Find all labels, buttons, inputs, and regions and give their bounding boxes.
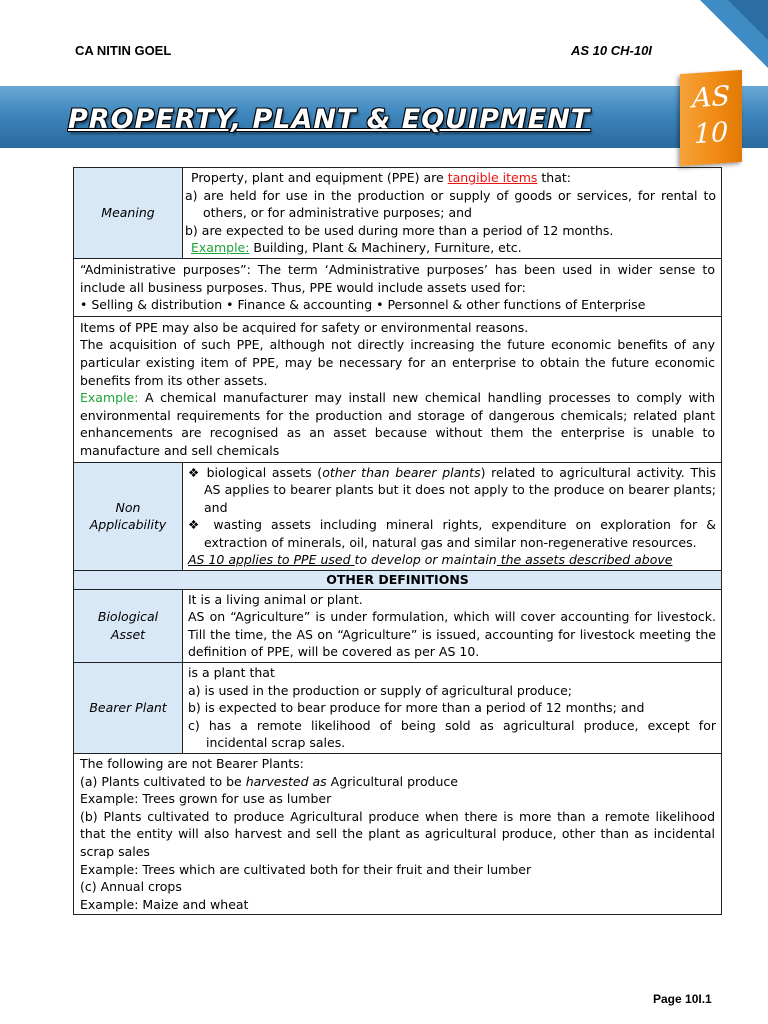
safety-example-label: Example: — [80, 390, 139, 406]
non-app-note — [188, 551, 716, 569]
not-bearer-a-example: Example: Trees grown for use as lumber — [80, 791, 332, 807]
corner-decoration-dark — [728, 0, 768, 40]
bio-p1: It is a living animal or plant. — [188, 591, 363, 607]
admin-row — [74, 258, 722, 316]
not-bearer-c: (c) Annual crops — [80, 879, 182, 895]
not-bearer-c-example: Example: Maize and wheat — [80, 896, 249, 912]
other-definitions-row — [74, 571, 722, 590]
tangible-items-highlight: tangible items — [447, 170, 538, 185]
meaning-example — [185, 239, 716, 257]
meaning-item-a: a) are held for use in the production or supply of goods or services, for rental to others, or for administrative purposes; and — [185, 187, 716, 221]
bio-p2: AS on “Agriculture” is under formulation, which will cover accounting for livestock. Till the time, the AS on “Agriculture” is issued, accounting for livestock meeting the definition of PPE, will be covered as per AS 10. — [188, 609, 716, 660]
admin-content — [74, 258, 722, 316]
safety-p2: The acquisition of such PPE, although not directly increasing the future economic benefits of any particular existing item of PPE, may be necessary for an enterprise to obtain the future economic benefits from its other assets. — [80, 337, 715, 388]
author-name: CA NITIN GOEL — [75, 43, 172, 58]
meaning-intro — [185, 169, 716, 187]
meaning-row — [74, 168, 722, 259]
not-bearer-content — [74, 754, 722, 915]
page-number: Page 10I.1 — [653, 992, 712, 1006]
not-bearer-row — [74, 754, 722, 915]
meaning-content — [183, 168, 722, 259]
meaning-label: Meaning — [74, 168, 183, 259]
b1-pre: ❖ biological assets ( — [188, 464, 323, 480]
page-title: PROPERTY, PLANT & EQUIPMENT — [68, 104, 591, 135]
non-app-bullet-2: ❖ wasting assets including mineral rights, expenditure on exploration for & extraction of minerals, oil, natural gas and similar non-regenerative resources. — [188, 517, 716, 550]
bearer-plant-row — [74, 663, 722, 754]
note-u1: AS 10 applies to PPE used — [188, 552, 355, 568]
biological-asset-label: Biological Asset — [74, 589, 183, 662]
chapter-label: AS 10 CH-10I — [571, 43, 652, 58]
not-bearer-b: (b) Plants cultivated to produce Agricultural produce when there is more than a remote likelihood that the entity will also harvest and sell the plant as agricultural produce, other than as incidental scrap sales — [80, 808, 715, 859]
bearer-intro: is a plant that — [188, 665, 275, 681]
admin-list: • Selling & distribution • Finance & accounting • Personnel & other functions of Enterprise — [80, 297, 646, 313]
meaning-example-text: Building, Plant & Machinery, Furniture, etc. — [249, 240, 522, 256]
other-definitions-heading: OTHER DEFINITIONS — [74, 571, 722, 590]
b1-italic: other than bearer plants — [322, 464, 481, 480]
safety-example-text: A chemical manufacturer may install new chemical handling processes to comply with environmental requirements for the production and storage of dangerous chemicals; related plant enhancements are recognised as an asset because without them the enterprise is unable to manufacture and sell chemicals — [80, 390, 715, 458]
meaning-item-b: b) are expected to be used during more than a period of 12 months. — [185, 222, 614, 238]
biological-asset-row — [74, 589, 722, 662]
meaning-intro-post: that: — [537, 170, 571, 185]
a-pre: (a) Plants cultivated to be — [80, 773, 246, 789]
badge-bottom-text: 10 — [693, 116, 729, 151]
bearer-item-c: c) has a remote likelihood of being sold as agricultural produce, except for incidental scrap sales. — [188, 717, 716, 751]
note-mid: to develop or maintain — [354, 552, 497, 568]
safety-p1: Items of PPE may also be acquired for safety or environmental reasons. — [80, 319, 529, 335]
bearer-plant-label: Bearer Plant — [74, 663, 183, 754]
bearer-plant-content — [183, 663, 722, 754]
safety-content — [74, 316, 722, 462]
bearer-item-b: b) is expected to bear produce for more than a period of 12 months; and — [188, 700, 645, 716]
content-table — [73, 167, 722, 915]
safety-example — [80, 389, 715, 459]
b1-post: ) related to agricultural activity. This AS applies to bearer plants but it does not apply to the produce on bearer plants; and — [204, 464, 716, 515]
not-bearer-a — [80, 773, 715, 791]
non-applicability-label: Non Applicability — [74, 462, 183, 571]
bearer-item-a: a) is used in the production or supply of agricultural produce; — [188, 682, 573, 698]
badge-top-text: AS — [692, 80, 730, 115]
a-post: Agricultural produce — [326, 773, 458, 789]
meaning-intro-pre: Property, plant and equipment (PPE) are — [191, 170, 448, 185]
note-u2: the assets described above — [496, 552, 673, 568]
non-app-bullet-1 — [188, 464, 716, 517]
safety-row — [74, 316, 722, 462]
meaning-example-label: Example: — [191, 240, 250, 256]
as-badge — [680, 70, 742, 166]
not-bearer-b-example: Example: Trees which are cultivated both for their fruit and their lumber — [80, 861, 532, 877]
non-applicability-content — [183, 462, 722, 571]
non-applicability-row — [74, 462, 722, 571]
admin-text: “Administrative purposes”: The term ‘Administrative purposes’ has been used in wider sense to include all business purposes. Thus, PPE would include assets used for: — [80, 261, 715, 295]
a-italic: harvested as — [245, 773, 327, 789]
biological-asset-content — [183, 589, 722, 662]
not-bearer-intro: The following are not Bearer Plants: — [80, 756, 304, 771]
